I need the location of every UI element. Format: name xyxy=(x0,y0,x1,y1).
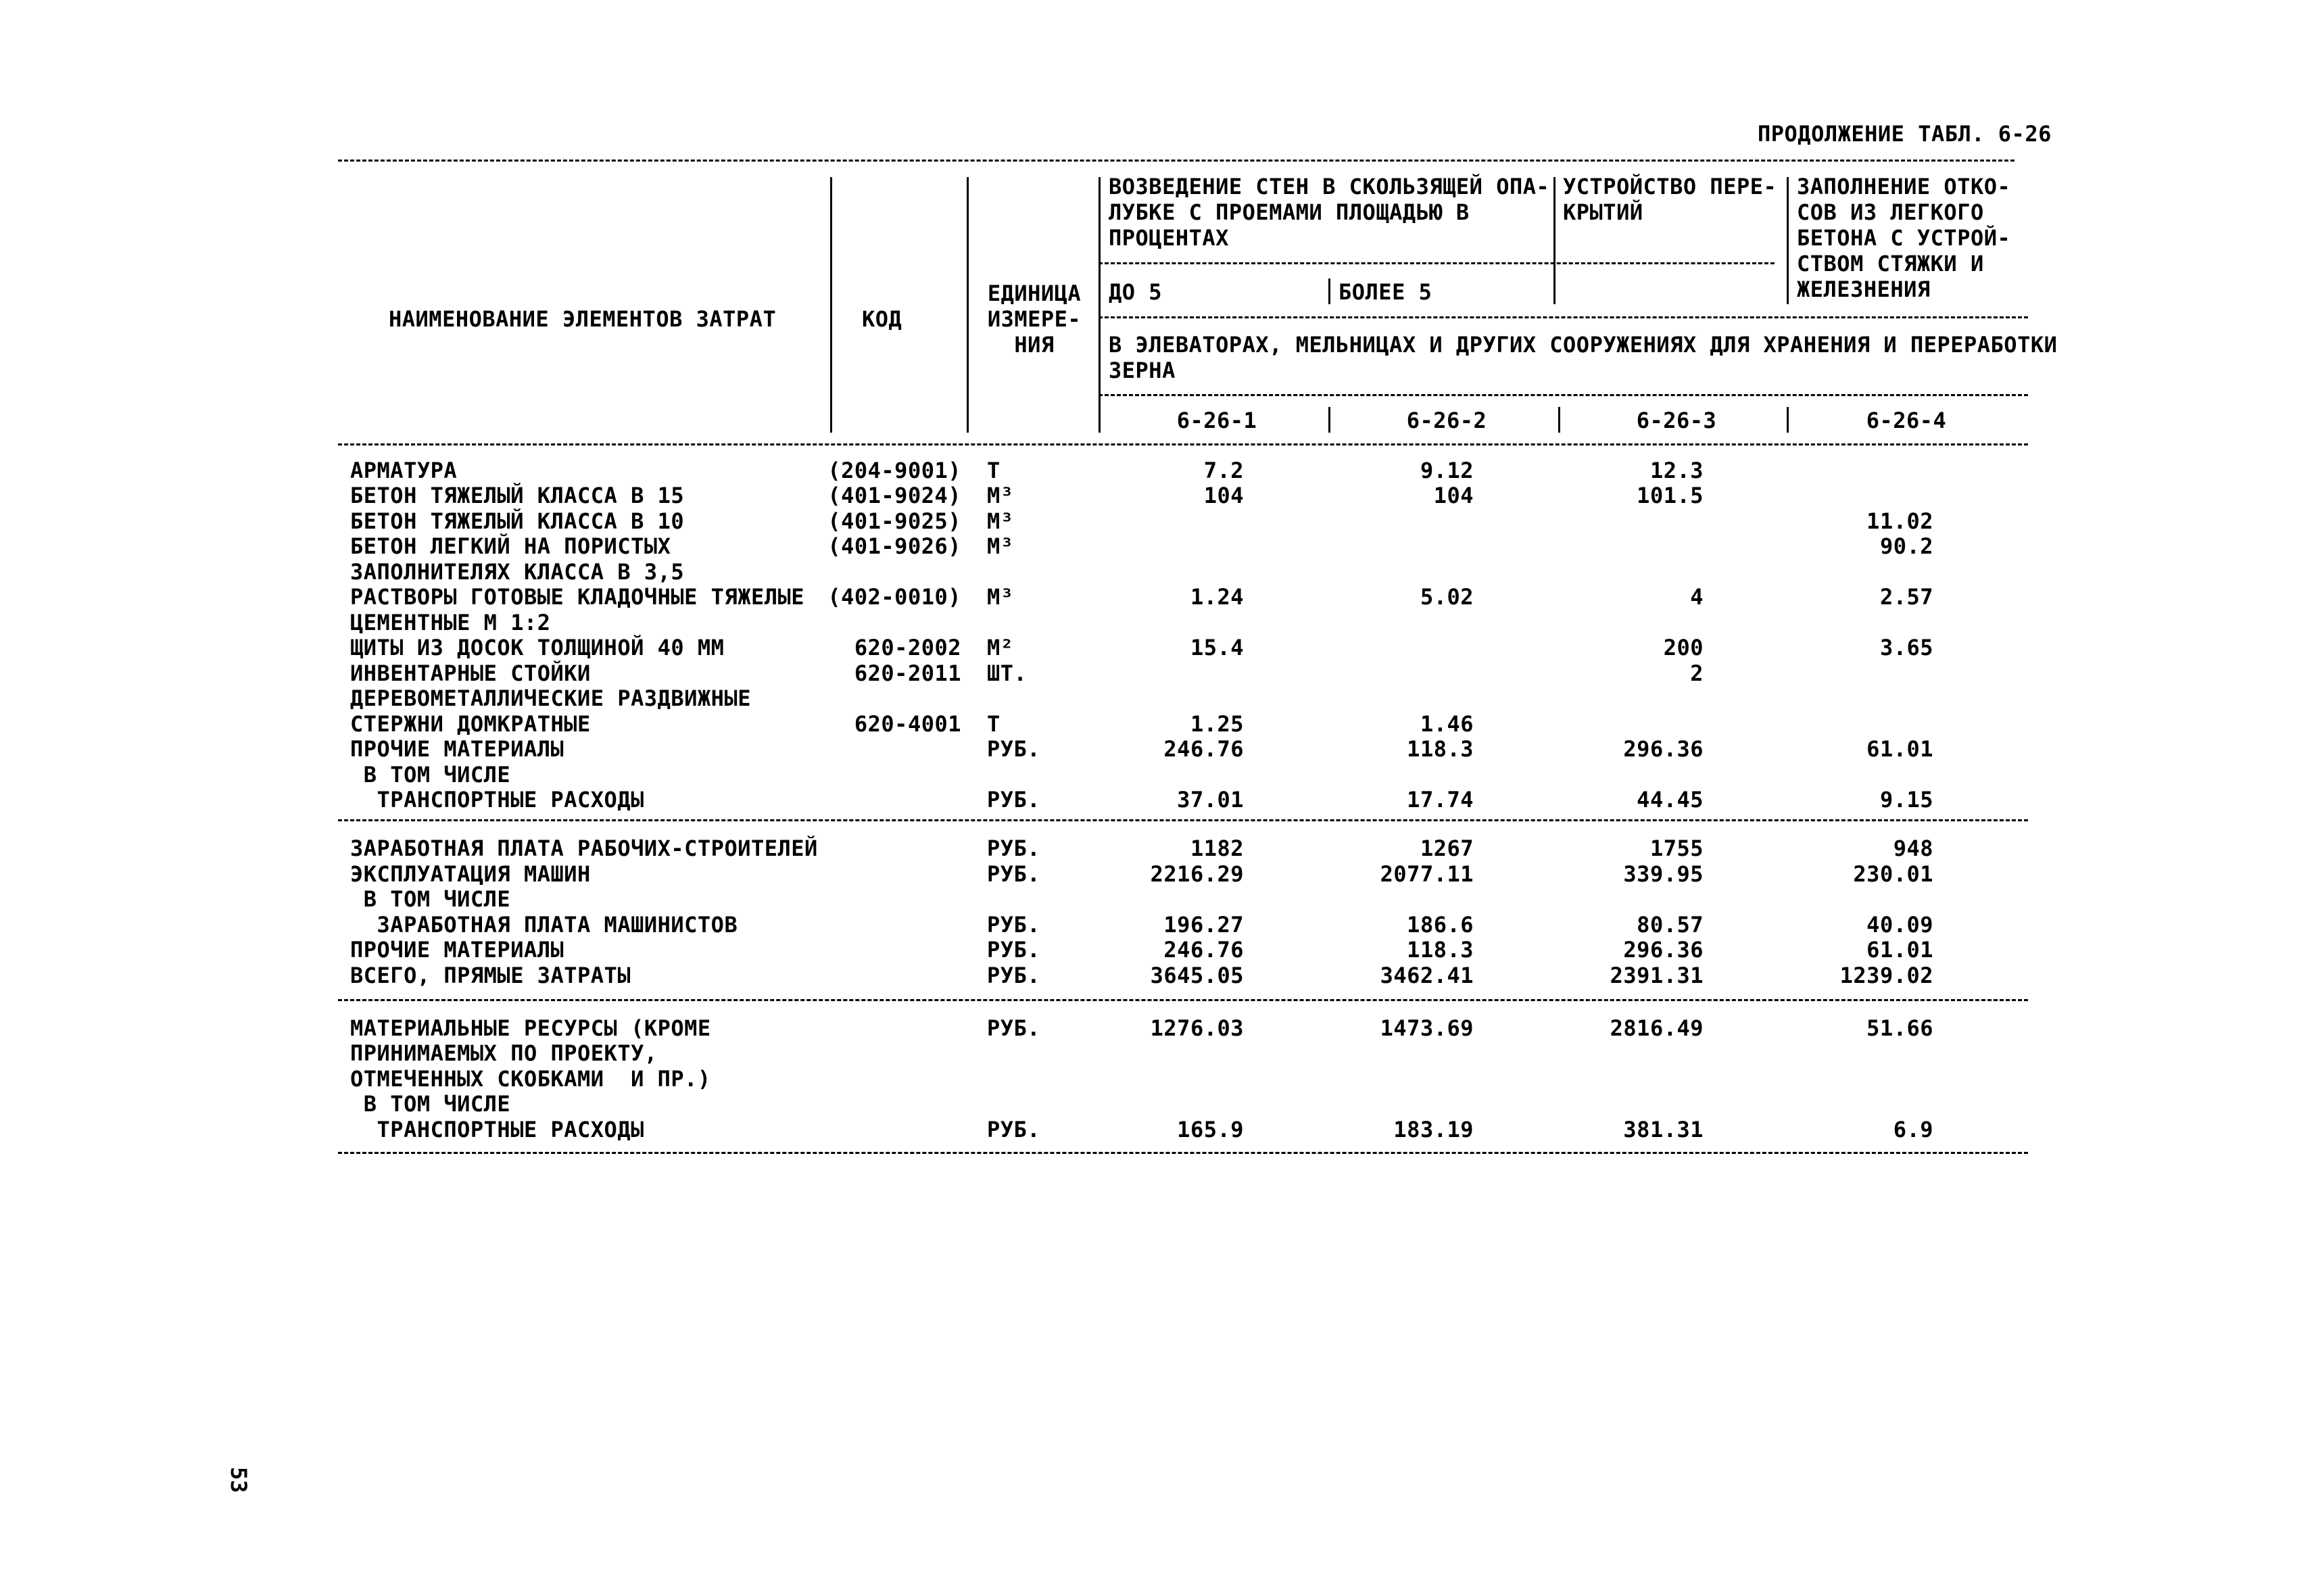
cell-name: ЗАРАБОТНАЯ ПЛАТА РАБОЧИХ-СТРОИТЕЛЕЙ xyxy=(350,836,818,861)
cell-unit: РУБ. xyxy=(987,912,1041,938)
cell-value-6-26-3: 2816.49 xyxy=(1610,1015,1704,1041)
rule-header-mid xyxy=(1099,262,1775,264)
cell-name: ЭКСПЛУАТАЦИЯ МАШИН xyxy=(350,861,591,887)
cell-value-6-26-3: 2 xyxy=(1690,660,1704,686)
cell-value-6-26-2: 118.3 xyxy=(1407,937,1474,963)
cell-value-6-26-2: 104 xyxy=(1433,483,1474,508)
cell-unit: М³ xyxy=(987,483,1014,508)
cell-name: В ТОМ ЧИСЛЕ xyxy=(350,886,511,912)
page-number: 53 xyxy=(226,1467,251,1493)
cell-value-6-26-3: 381.31 xyxy=(1623,1117,1704,1142)
cell-name: ЗАРАБОТНАЯ ПЛАТА МАШИНИСТОВ xyxy=(350,912,738,938)
cell-value-6-26-4: 230.01 xyxy=(1853,861,1933,887)
header-slopes-2: СОВ ИЗ ЛЕГКОГО xyxy=(1797,199,1984,225)
cell-value-6-26-2: 118.3 xyxy=(1407,736,1474,762)
header-upto5: ДО 5 xyxy=(1109,279,1163,305)
cell-value-6-26-3: 44.45 xyxy=(1637,787,1704,813)
cell-name: ЗАПОЛНИТЕЛЯХ КЛАССА В 3,5 xyxy=(350,559,685,585)
cell-value-6-26-2: 1267 xyxy=(1420,836,1474,861)
cell-value-6-26-3: 12.3 xyxy=(1649,458,1704,483)
cell-unit: Т xyxy=(987,458,1000,483)
code-separator-4 xyxy=(1787,407,1789,433)
header-code-6-26-1: 6-26-1 xyxy=(1176,408,1257,433)
cell-value-6-26-2: 1473.69 xyxy=(1380,1015,1474,1041)
header-walls-3: ПРОЦЕНТАХ xyxy=(1109,225,1229,251)
cell-value-6-26-1: 37.01 xyxy=(1177,787,1244,813)
cell-value-6-26-1: 246.76 xyxy=(1163,937,1244,963)
rule-section-1 xyxy=(338,819,2028,821)
cell-value-6-26-4: 11.02 xyxy=(1866,508,1933,534)
cell-value-6-26-1: 15.4 xyxy=(1190,635,1244,660)
cell-value-6-26-3: 296.36 xyxy=(1623,736,1704,762)
cell-name: БЕТОН ЛЕГКИЙ НА ПОРИСТЫХ xyxy=(350,533,671,559)
cell-value-6-26-4: 1239.02 xyxy=(1839,963,1933,988)
header-floors-2: КРЫТИЙ xyxy=(1563,199,1643,225)
cell-name: ПРОЧИЕ МАТЕРИАЛЫ xyxy=(350,937,564,963)
cell-value-6-26-3: 80.57 xyxy=(1637,912,1704,938)
cell-value-6-26-3: 4 xyxy=(1690,584,1704,610)
cell-value-6-26-2: 17.74 xyxy=(1407,787,1474,813)
cell-value-6-26-4: 948 xyxy=(1893,836,1933,861)
cell-value-6-26-4: 61.01 xyxy=(1866,736,1933,762)
header-slopes-5: ЖЕЛЕЗНЕНИЯ xyxy=(1797,276,1931,302)
cell-value-6-26-3: 2391.31 xyxy=(1610,963,1704,988)
cell-unit: Т xyxy=(987,711,1000,737)
cell-value-6-26-1: 2216.29 xyxy=(1150,861,1244,887)
cell-value-6-26-2: 2077.11 xyxy=(1380,861,1474,887)
cell-value-6-26-4: 2.57 xyxy=(1879,584,1933,610)
rule-bottom xyxy=(338,1152,2028,1154)
cell-value-6-26-3: 101.5 xyxy=(1637,483,1704,508)
cell-unit: РУБ. xyxy=(987,787,1041,813)
cell-unit: РУБ. xyxy=(987,736,1041,762)
cell-value-6-26-1: 3645.05 xyxy=(1150,963,1244,988)
cell-unit: РУБ. xyxy=(987,937,1041,963)
cell-name: БЕТОН ТЯЖЕЛЫЙ КЛАССА В 10 xyxy=(350,508,685,534)
cell-code: 620-2011 xyxy=(854,660,961,686)
cell-name: ТРАНСПОРТНЫЕ РАСХОДЫ xyxy=(350,1117,644,1142)
cell-name: ПРОЧИЕ МАТЕРИАЛЫ xyxy=(350,736,564,762)
cell-code: (401-9025) xyxy=(827,508,961,534)
cell-name: БЕТОН ТЯЖЕЛЫЙ КЛАССА В 15 xyxy=(350,483,685,508)
cell-value-6-26-1: 7.2 xyxy=(1203,458,1244,483)
cell-unit: ШТ. xyxy=(987,660,1028,686)
col-separator-values xyxy=(1099,177,1101,433)
header-unit-3: НИЯ xyxy=(1014,332,1055,358)
cell-code: (204-9001) xyxy=(827,458,961,483)
rule-header-bottom xyxy=(338,443,2028,445)
cell-value-6-26-4: 3.65 xyxy=(1879,635,1933,660)
cell-value-6-26-1: 1182 xyxy=(1190,836,1244,861)
cell-code: (402-0010) xyxy=(827,584,961,610)
code-separator-3 xyxy=(1558,407,1560,433)
cell-value-6-26-4: 6.9 xyxy=(1893,1117,1933,1142)
header-scope-2: ЗЕРНА xyxy=(1109,358,1176,383)
header-code-6-26-4: 6-26-4 xyxy=(1866,408,1947,433)
cell-unit: РУБ. xyxy=(987,861,1041,887)
cell-name: ЦЕМЕНТНЫЕ М 1:2 xyxy=(350,610,551,635)
cell-code: (401-9026) xyxy=(827,533,961,559)
cell-value-6-26-1: 1.24 xyxy=(1190,584,1244,610)
cell-unit: РУБ. xyxy=(987,1015,1041,1041)
cell-name: РАСТВОРЫ ГОТОВЫЕ КЛАДОЧНЫЕ ТЯЖЕЛЫЕ xyxy=(350,584,805,610)
cell-name: ИНВЕНТАРНЫЕ СТОЙКИ xyxy=(350,660,591,686)
cell-name: В ТОМ ЧИСЛЕ xyxy=(350,1091,511,1117)
cell-code: 620-2002 xyxy=(854,635,961,660)
cell-value-6-26-1: 104 xyxy=(1203,483,1244,508)
cell-value-6-26-3: 296.36 xyxy=(1623,937,1704,963)
col-separator-code xyxy=(830,177,832,433)
header-code-6-26-2: 6-26-2 xyxy=(1406,408,1487,433)
cell-code: (401-9024) xyxy=(827,483,961,508)
cell-value-6-26-4: 51.66 xyxy=(1866,1015,1933,1041)
header-code: КОД xyxy=(862,306,902,332)
cell-name: ДЕРЕВОМЕТАЛЛИЧЕСКИЕ РАЗДВИЖНЫЕ xyxy=(350,685,751,711)
rule-header-scope xyxy=(1099,316,2028,318)
cell-value-6-26-1: 246.76 xyxy=(1163,736,1244,762)
cell-value-6-26-3: 1755 xyxy=(1649,836,1704,861)
header-unit-1: ЕДИНИЦА xyxy=(987,281,1082,306)
rule-section-2 xyxy=(338,999,2028,1001)
col-separator-over5 xyxy=(1328,279,1330,304)
cell-name: ПРИНИМАЕМЫХ ПО ПРОЕКТУ, xyxy=(350,1040,658,1066)
cell-value-6-26-4: 40.09 xyxy=(1866,912,1933,938)
cell-name: МАТЕРИАЛЬНЫЕ РЕСУРСЫ (КРОМЕ xyxy=(350,1015,711,1041)
cell-value-6-26-2: 9.12 xyxy=(1420,458,1474,483)
header-name: НАИМЕНОВАНИЕ ЭЛЕМЕНТОВ ЗАТРАТ xyxy=(389,306,777,332)
header-unit-2: ИЗМЕРЕ- xyxy=(987,306,1082,332)
header-over5: БОЛЕЕ 5 xyxy=(1338,279,1432,305)
col-separator-slopes xyxy=(1787,177,1789,304)
col-separator-unit xyxy=(967,177,969,433)
cell-name: ОТМЕЧЕННЫХ СКОБКАМИ И ПР.) xyxy=(350,1066,711,1092)
cell-value-6-26-3: 339.95 xyxy=(1623,861,1704,887)
cell-value-6-26-2: 183.19 xyxy=(1393,1117,1474,1142)
cell-unit: РУБ. xyxy=(987,836,1041,861)
header-scope-1: В ЭЛЕВАТОРАХ, МЕЛЬНИЦАХ И ДРУГИХ СООРУЖЕНИЯХ ДЛЯ ХРАНЕНИЯ И ПЕРЕРАБОТКИ xyxy=(1109,332,2058,358)
cell-value-6-26-2: 5.02 xyxy=(1420,584,1474,610)
header-walls-1: ВОЗВЕДЕНИЕ СТЕН В СКОЛЬЗЯЩЕЙ ОПА- xyxy=(1109,174,1550,199)
header-code-6-26-3: 6-26-3 xyxy=(1636,408,1717,433)
cell-value-6-26-3: 200 xyxy=(1663,635,1704,660)
col-separator-floors xyxy=(1553,177,1555,304)
cell-value-6-26-1: 196.27 xyxy=(1163,912,1244,938)
cell-value-6-26-2: 186.6 xyxy=(1407,912,1474,938)
cell-value-6-26-1: 1276.03 xyxy=(1150,1015,1244,1041)
cell-unit: М² xyxy=(987,635,1014,660)
cell-name: В ТОМ ЧИСЛЕ xyxy=(350,762,511,788)
cell-name: ЩИТЫ ИЗ ДОСОК ТОЛЩИНОЙ 40 ММ xyxy=(350,635,725,660)
header-slopes-1: ЗАПОЛНЕНИЕ ОТКО- xyxy=(1797,174,2011,199)
cell-unit: М³ xyxy=(987,533,1014,559)
cell-name: АРМАТУРА xyxy=(350,458,458,483)
header-floors-1: УСТРОЙСТВО ПЕРЕ- xyxy=(1563,174,1777,199)
cell-unit: М³ xyxy=(987,584,1014,610)
cell-value-6-26-1: 165.9 xyxy=(1177,1117,1244,1142)
table-continuation-title: ПРОДОЛЖЕНИЕ ТАБЛ. 6-26 xyxy=(1758,121,2052,147)
code-separator-2 xyxy=(1328,407,1330,433)
rule-top xyxy=(338,160,2015,162)
cell-value-6-26-4: 90.2 xyxy=(1879,533,1933,559)
header-slopes-4: СТВОМ СТЯЖКИ И xyxy=(1797,251,1984,276)
cell-unit: М³ xyxy=(987,508,1014,534)
cell-code: 620-4001 xyxy=(854,711,961,737)
cell-value-6-26-2: 3462.41 xyxy=(1380,963,1474,988)
header-slopes-3: БЕТОНА С УСТРОЙ- xyxy=(1797,225,2011,251)
cell-unit: РУБ. xyxy=(987,963,1041,988)
cell-value-6-26-1: 1.25 xyxy=(1190,711,1244,737)
rule-header-codes xyxy=(1099,394,2028,396)
cell-name: СТЕРЖНИ ДОМКРАТНЫЕ xyxy=(350,711,591,737)
cell-value-6-26-4: 61.01 xyxy=(1866,937,1933,963)
cell-value-6-26-2: 1.46 xyxy=(1420,711,1474,737)
cell-unit: РУБ. xyxy=(987,1117,1041,1142)
cell-name: ВСЕГО, ПРЯМЫЕ ЗАТРАТЫ xyxy=(350,963,631,988)
header-walls-2: ЛУБКЕ С ПРОЕМАМИ ПЛОЩАДЬЮ В xyxy=(1109,199,1470,225)
cell-value-6-26-4: 9.15 xyxy=(1879,787,1933,813)
cell-name: ТРАНСПОРТНЫЕ РАСХОДЫ xyxy=(350,787,644,813)
